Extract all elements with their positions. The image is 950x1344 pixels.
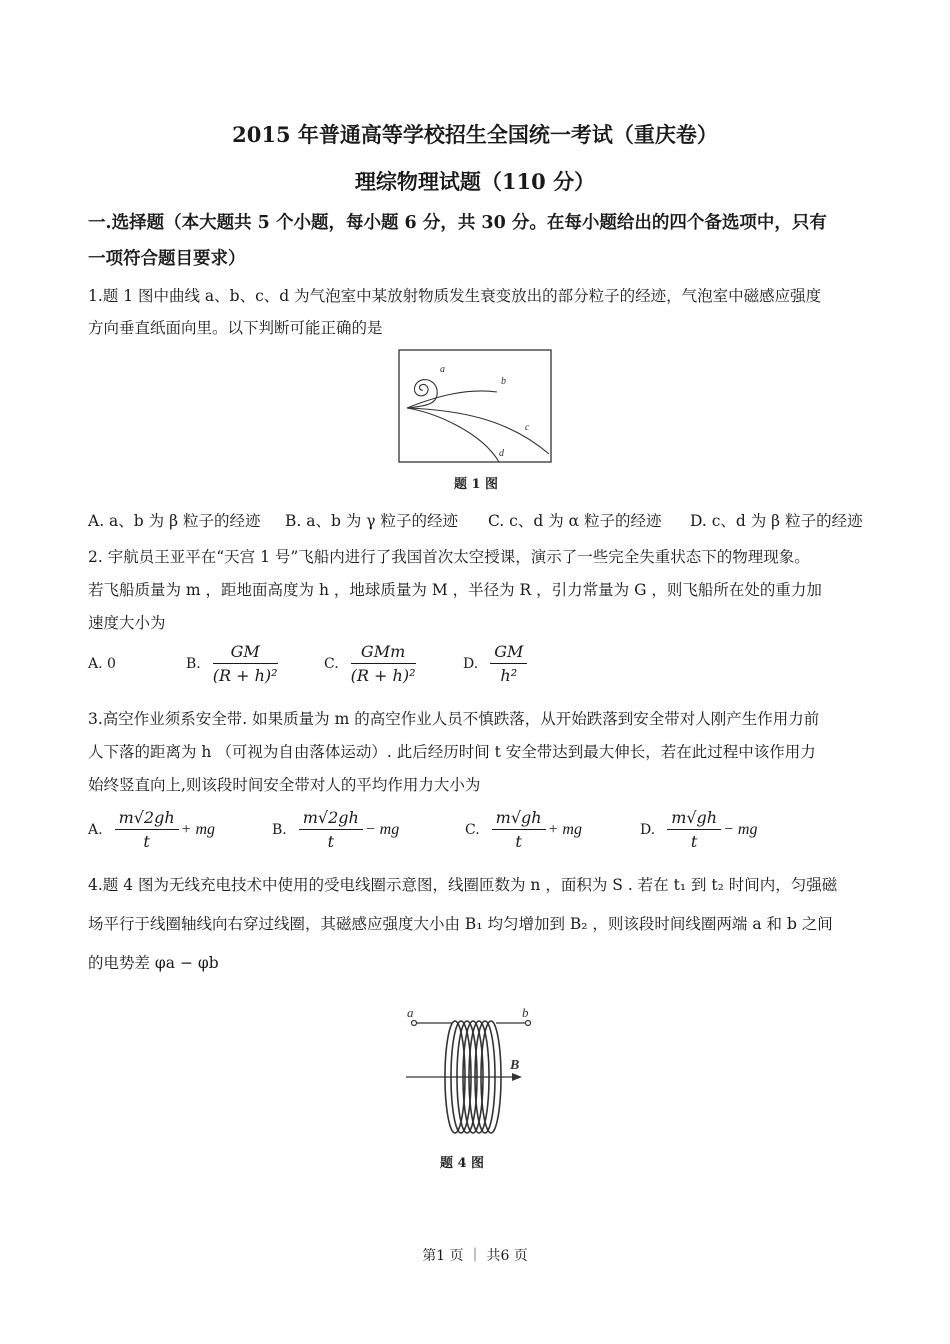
q2-option-b-fraction xyxy=(213,642,278,685)
q2-text-line1: 2. 宇航员王亚平在“天宫 1 号”飞船内进行了我国首次太空授课，演示了一些完全失重状态下的物理现象。 xyxy=(88,548,810,566)
q3-option-c-label: C. xyxy=(465,821,480,838)
q3-option-b-label: B. xyxy=(272,821,287,838)
q4-figure xyxy=(400,995,550,1175)
q3-option-a-label: A. xyxy=(88,821,103,838)
q1-text-line2: 方向垂直纸面向里。以下判断可能正确的是 xyxy=(88,319,383,337)
curve-b xyxy=(407,391,497,408)
q2-option-b[interactable] xyxy=(186,642,280,685)
q4-text-line3: 的电势差 φa − φb xyxy=(88,954,219,972)
q3-option-a-fraction xyxy=(115,808,179,851)
label-a: a xyxy=(440,364,445,375)
q4-text-line1: 4.题 4 图为无线充电技术中使用的受电线圈示意图，线圈匝数为 n ，面积为 S . 若在 t₁ 到 t₂ 时间内，匀强磁 xyxy=(88,876,838,894)
q4-figure-caption: 题 4 图 xyxy=(439,1156,485,1171)
q2-option-d-fraction xyxy=(490,642,527,685)
q2-option-c-numerator: GMm xyxy=(351,642,416,664)
q3-option-d-denominator: t xyxy=(690,832,698,851)
q3-option-a[interactable] xyxy=(88,808,215,851)
q3-option-c-fraction xyxy=(492,808,546,851)
curve-d xyxy=(407,408,499,462)
q2-option-b-label: B. xyxy=(186,655,201,672)
q1-option-a[interactable]: A. a、b 为 β 粒子的经迹 xyxy=(88,512,261,530)
section-heading-line2: 一项符合题目要求） xyxy=(88,249,246,269)
q3-option-c[interactable] xyxy=(465,808,582,851)
q3-option-b-tail: − mg xyxy=(364,820,400,838)
label-b: b xyxy=(501,376,506,387)
q3-option-a-denominator: t xyxy=(143,832,150,851)
q2-option-a-label: A. 0 xyxy=(88,656,116,672)
q1-option-b[interactable]: B. a、b 为 γ 粒子的经迹 xyxy=(285,512,458,530)
q3-option-c-numerator: m√gh xyxy=(492,808,546,830)
q3-option-d-fraction xyxy=(667,808,721,851)
q3-option-b-denominator: t xyxy=(327,832,335,851)
q3-option-d[interactable] xyxy=(640,808,757,851)
q2-text-line2: 若飞船质量为 m ，距地面高度为 h ，地球质量为 M ，半径为 R ，引力常量为 G ，则飞船所在处的重力加 xyxy=(88,581,822,599)
q2-option-c-denominator: (R + h)² xyxy=(350,666,416,685)
q2-option-c-label: C. xyxy=(324,655,339,672)
label-terminal-a: a xyxy=(407,1005,414,1020)
q4-figure-svg xyxy=(400,995,550,1175)
q3-option-b-fraction xyxy=(299,808,363,851)
page-footer: 第1 页 ｜ 共6 页 xyxy=(422,1248,528,1264)
q2-option-b-denominator: (R + h)² xyxy=(212,666,278,685)
q1-figure-svg xyxy=(397,348,555,498)
q3-option-d-numerator: m√gh xyxy=(667,808,721,830)
q3-option-d-tail: − mg xyxy=(723,820,758,838)
label-terminal-b: b xyxy=(522,1005,529,1020)
q3-option-c-tail: + mg xyxy=(547,820,582,838)
q2-option-a[interactable] xyxy=(88,656,126,672)
q3-option-a-tail: + mg xyxy=(180,820,216,838)
exam-title: 2015 年普通高等学校招生全国统一考试（重庆卷） xyxy=(232,122,718,147)
q2-option-d-denominator: h² xyxy=(500,666,518,685)
q2-option-d[interactable] xyxy=(463,642,529,685)
q3-option-a-numerator: m√2gh xyxy=(115,808,179,830)
field-arrow-head-icon xyxy=(512,1073,522,1081)
q3-text-line2: 人下落的距离为 h （可视为自由落体运动）. 此后经历时间 t 安全带达到最大伸长，若在此过程中该作用力 xyxy=(88,743,816,761)
section-heading-line1: 一.选择题（本大题共 5 个小题，每小题 6 分，共 30 分。在每小题给出的四个备选项中，只有 xyxy=(88,213,827,233)
q1-option-d[interactable]: D. c、d 为 β 粒子的经迹 xyxy=(690,512,863,530)
q3-option-b-numerator: m√2gh xyxy=(299,808,363,830)
q4-text-line2: 场平行于线圈轴线向右穿过线圈，其磁感应强度大小由 B₁ 均匀增加到 B₂ ，则该段时间线圈两端 a 和 b 之间 xyxy=(88,915,833,933)
q3-text-line1: 3.高空作业须系安全带. 如果质量为 m 的高空作业人员不慎跌落，从开始跌落到安全带对人刚产生作用力前 xyxy=(88,710,820,728)
q2-option-c-fraction xyxy=(351,642,416,685)
q1-text-line1: 1.题 1 图中曲线 a、b、c、d 为气泡室中某放射物质发生衰变放出的部分粒子的经迹，气泡室中磁感应强度 xyxy=(88,287,822,305)
terminal-a-dot xyxy=(412,1021,417,1026)
label-c: c xyxy=(525,422,530,433)
q3-option-d-label: D. xyxy=(640,821,656,838)
label-d: d xyxy=(499,448,504,459)
curve-a xyxy=(407,380,437,408)
label-field-b: B xyxy=(510,1058,520,1073)
q2-option-d-numerator: GM xyxy=(490,642,527,664)
q2-option-b-numerator: GM xyxy=(213,642,278,664)
q1-figure xyxy=(397,348,555,498)
q1-figure-caption: 题 1 图 xyxy=(453,477,499,492)
terminal-b-dot xyxy=(526,1021,531,1026)
q1-option-c[interactable]: C. c、d 为 α 粒子的经迹 xyxy=(488,512,662,530)
q3-option-c-denominator: t xyxy=(515,832,522,851)
exam-subtitle: 理综物理试题（110 分） xyxy=(354,169,596,194)
q3-option-b[interactable] xyxy=(272,808,399,851)
q2-text-line3: 速度大小为 xyxy=(88,614,166,632)
q2-option-c[interactable] xyxy=(324,642,418,685)
q3-text-line3: 始终竖直向上,则该段时间安全带对人的平均作用力大小为 xyxy=(88,776,481,794)
q2-option-d-label: D. xyxy=(463,655,479,672)
